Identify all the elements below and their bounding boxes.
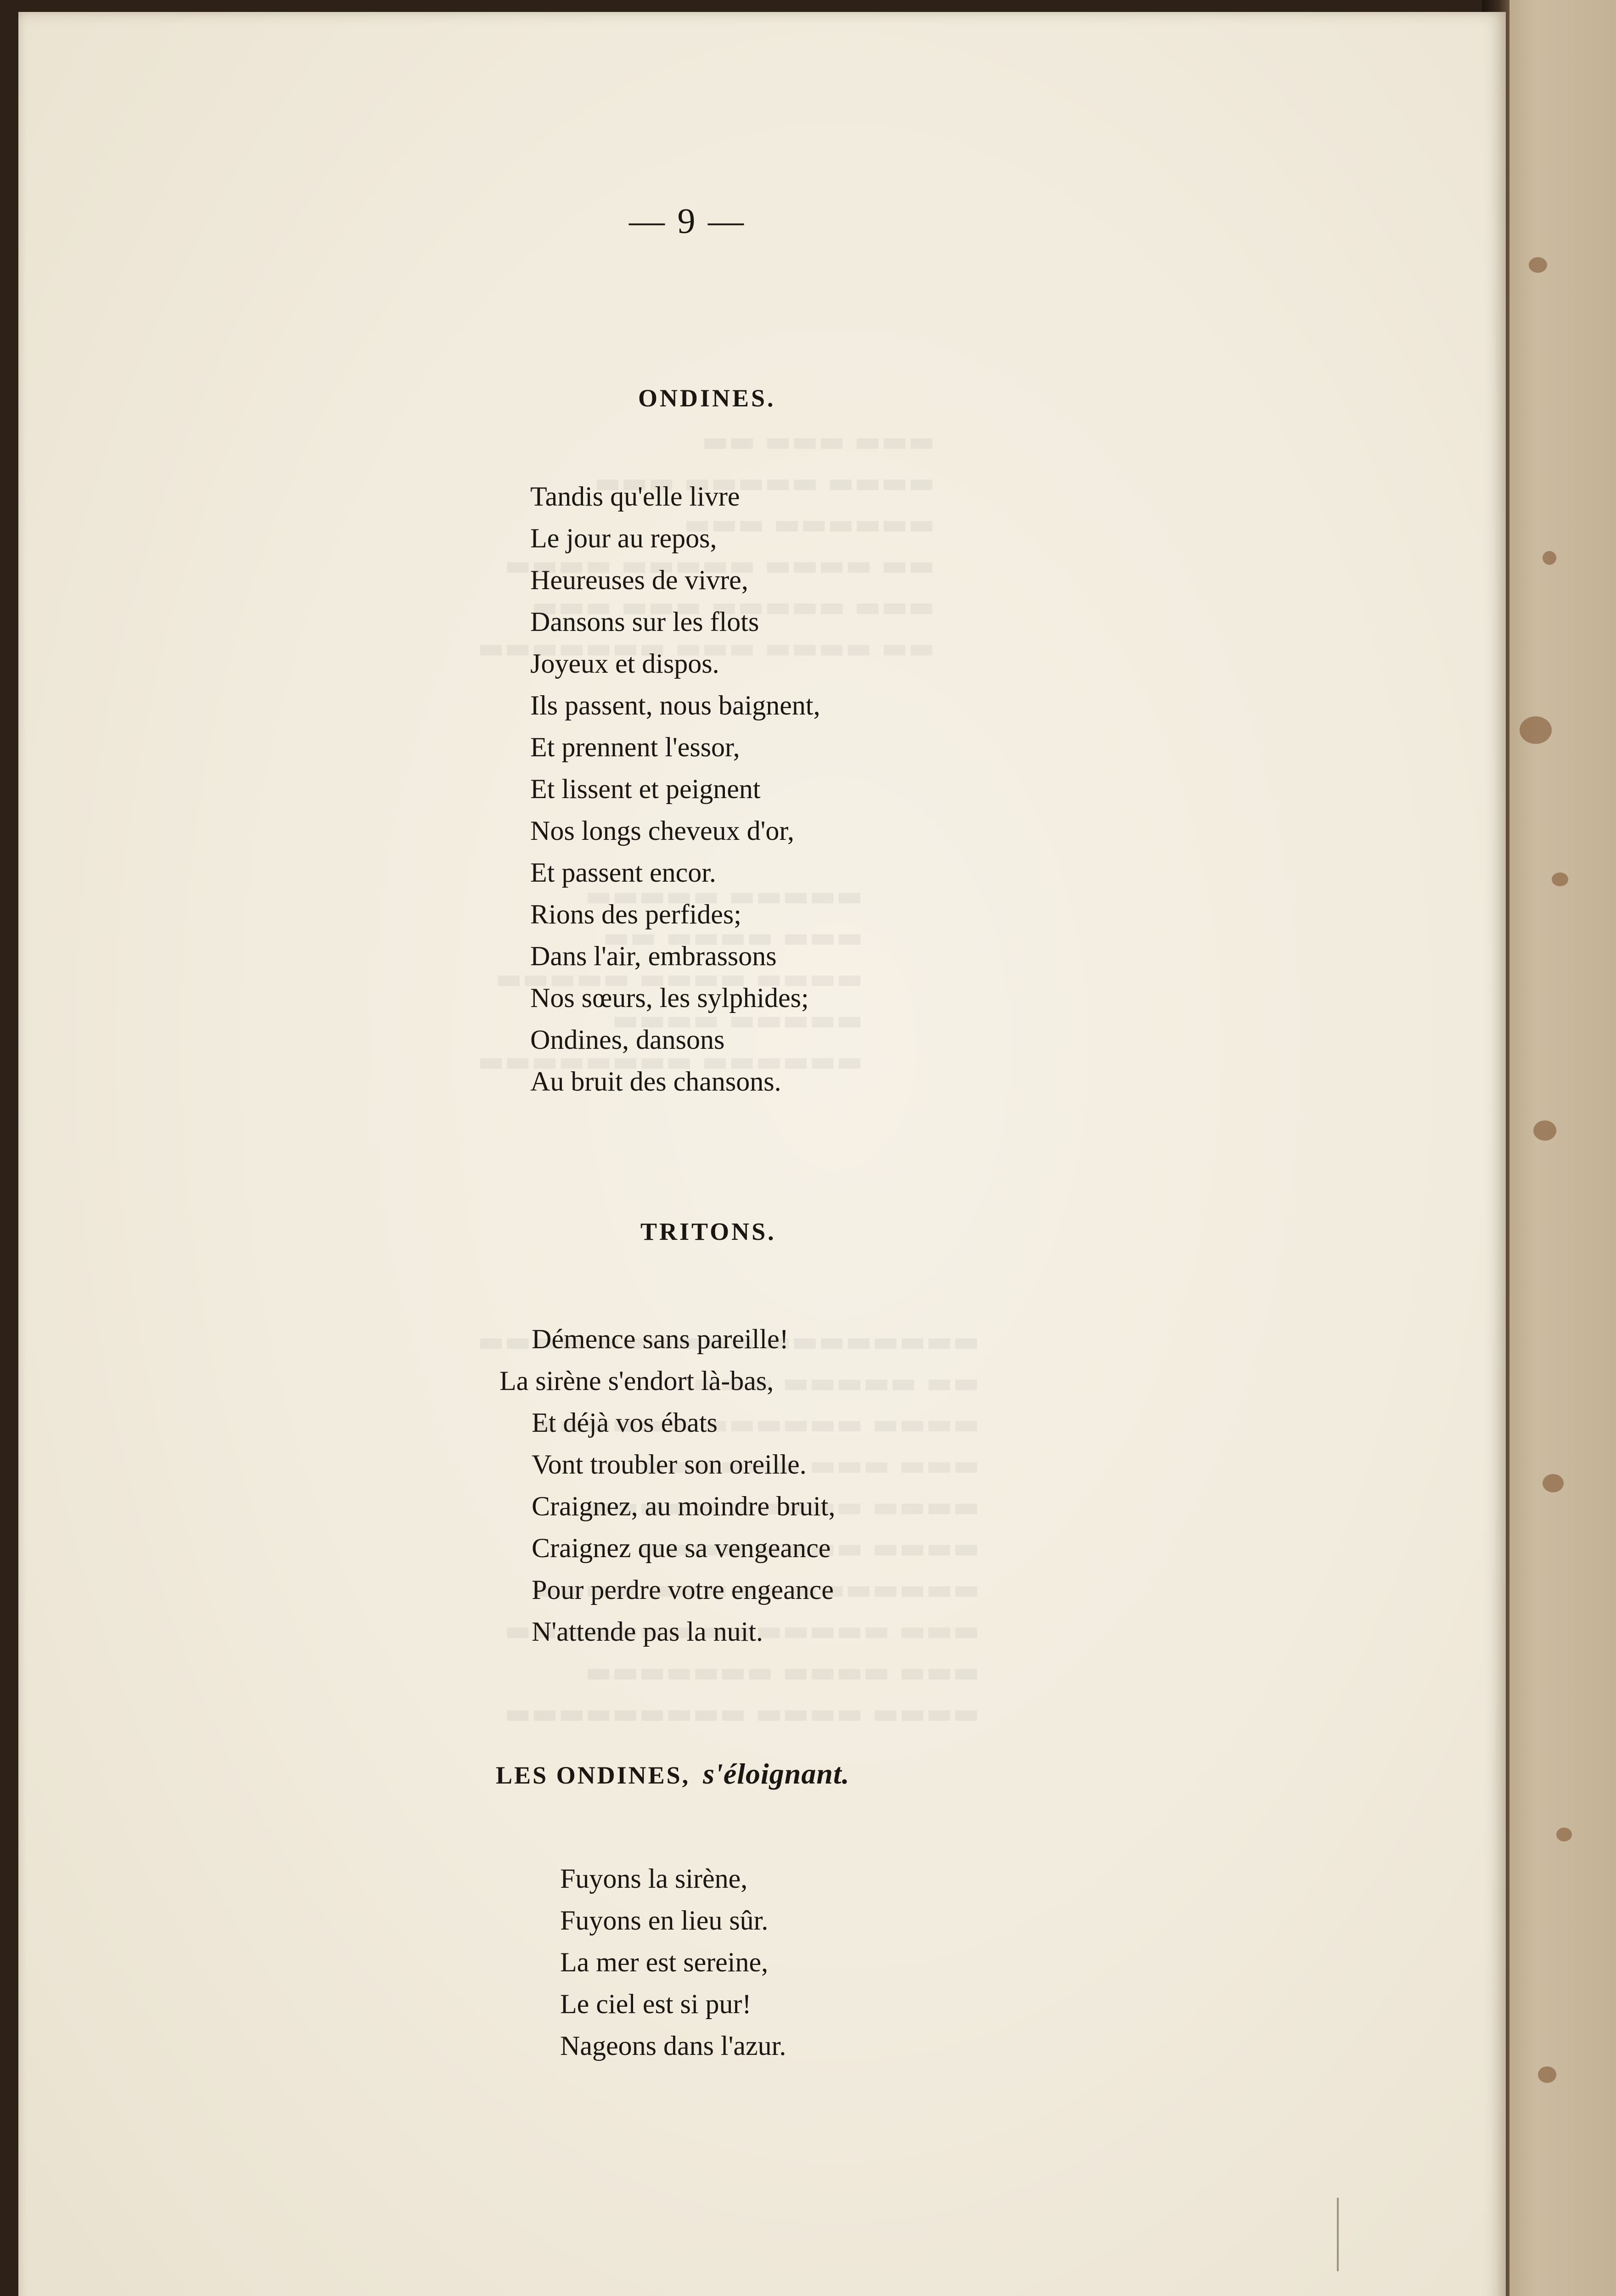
verse-line: Et passent encor. xyxy=(530,857,716,888)
verse-line: Tandis qu'elle livre xyxy=(530,481,740,512)
section-heading-tritons: TRITONS. xyxy=(640,1218,776,1245)
foxing-spot xyxy=(1543,1474,1564,1492)
verse-line: La sirène s'endort là-bas, xyxy=(499,1366,774,1396)
verse-line: Craignez que sa vengeance xyxy=(532,1533,831,1563)
section-heading-ondines: ONDINES. xyxy=(638,384,776,412)
pencil-mark xyxy=(1337,2198,1339,2271)
verse-line: Le ciel est si pur! xyxy=(560,1989,752,2019)
page-number: — 9 — xyxy=(629,201,746,241)
verse-line: Fuyons la sirène, xyxy=(560,1863,748,1894)
verse-line: Dansons sur les flots xyxy=(530,607,759,637)
verse-line: Vont troubler son oreille. xyxy=(532,1449,807,1480)
verse-line: Et lissent et peignent xyxy=(530,774,761,804)
foxing-spot xyxy=(1552,872,1568,886)
verse-line: Nos longs cheveux d'or, xyxy=(530,816,794,846)
foxing-spot xyxy=(1529,257,1547,273)
stage-direction: s'éloignant. xyxy=(703,1757,850,1790)
verse-line: Pour perdre votre engeance xyxy=(532,1575,834,1605)
foxing-spot xyxy=(1520,716,1552,744)
foxing-spot xyxy=(1538,2066,1556,2083)
section-heading-les-ondines xyxy=(496,1757,850,1791)
verse-tritons xyxy=(499,1318,835,1653)
verse-line: Craignez, au moindre bruit, xyxy=(532,1491,836,1521)
verse-line: Ils passent, nous baignent, xyxy=(530,690,820,720)
verse-line: Démence sans pareille! xyxy=(532,1324,789,1354)
verse-line: Ondines, dansons xyxy=(530,1024,725,1055)
verse-les-ondines xyxy=(560,1858,786,2067)
verse-line: Dans l'air, embrassons xyxy=(530,941,777,971)
verse-line: Joyeux et dispos. xyxy=(530,648,719,679)
verse-line: La mer est sereine, xyxy=(560,1947,769,1977)
verse-line: Nos sœurs, les sylphides; xyxy=(530,983,809,1013)
verse-line: Fuyons en lieu sûr. xyxy=(560,1905,769,1936)
verse-line: Rions des perfides; xyxy=(530,899,741,929)
verse-line: Au bruit des chansons. xyxy=(530,1066,781,1097)
speaker-name: LES ONDINES, xyxy=(496,1761,690,1789)
foxing-spot xyxy=(1556,1828,1572,1841)
verse-line: Et prennent l'essor, xyxy=(530,732,740,762)
foxing-spot xyxy=(1543,551,1556,565)
verse-ondines xyxy=(530,476,820,1103)
verse-line: Nageons dans l'azur. xyxy=(560,2031,786,2061)
foxing-spot xyxy=(1533,1120,1556,1141)
verse-line: Et déjà vos ébats xyxy=(532,1407,718,1438)
book-page xyxy=(18,12,1506,2296)
verse-line: Heureuses de vivre, xyxy=(530,565,748,595)
verse-line: N'attende pas la nuit. xyxy=(532,1616,763,1647)
verse-line: Le jour au repos, xyxy=(530,523,717,553)
